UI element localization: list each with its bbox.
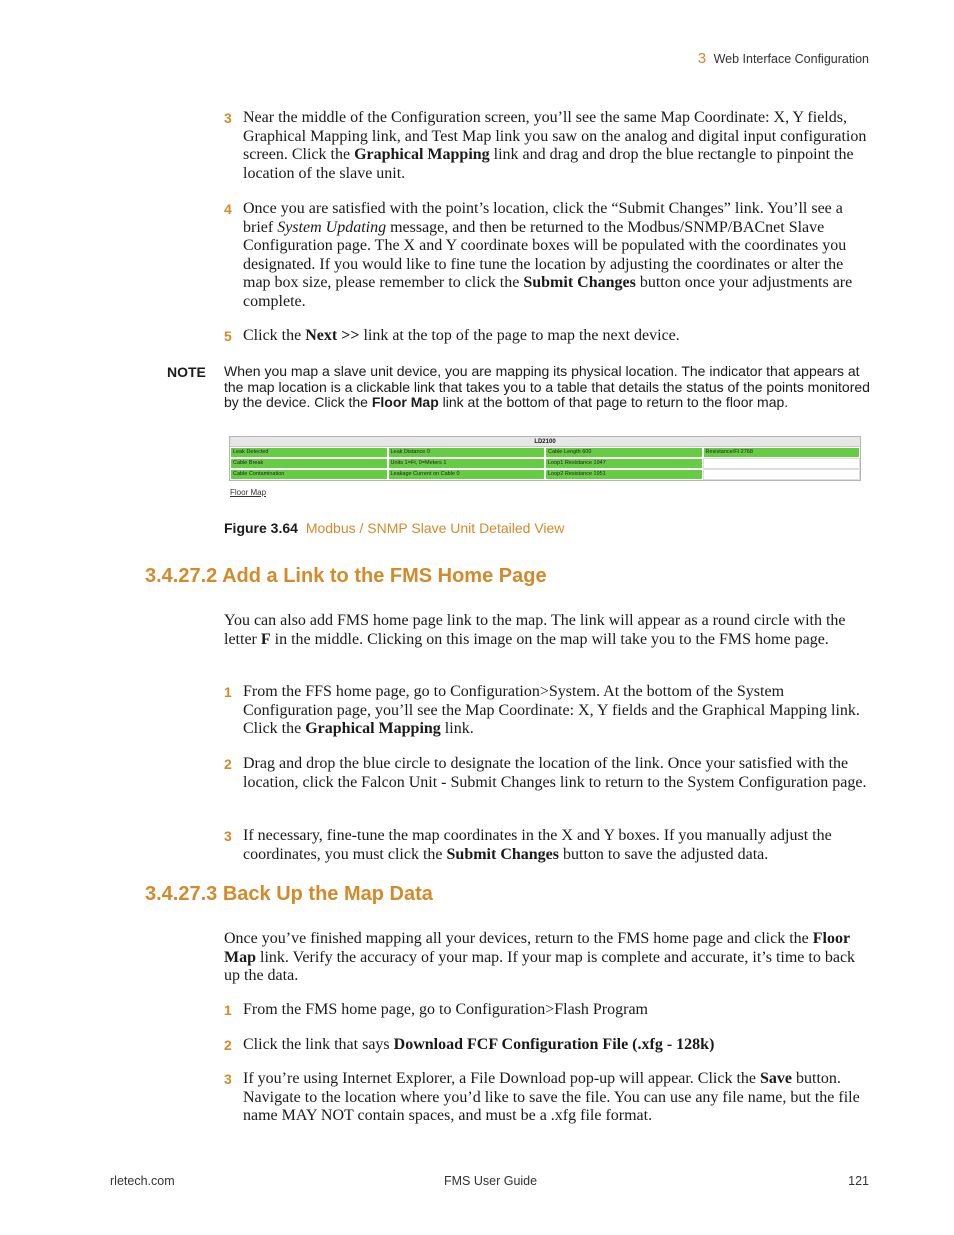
floor-map-term: Floor Map bbox=[371, 394, 439, 411]
table-cell-empty bbox=[703, 458, 861, 469]
table-row bbox=[230, 447, 860, 458]
step-item bbox=[224, 683, 869, 739]
step-item bbox=[224, 755, 869, 792]
section-intro: Once you’ve finished mapping all your devices, return to the FMS home page and click the Floor Map link. Verify the accuracy of your map. If your map is complete and accurate, it’s time to back up the data. bbox=[224, 930, 856, 985]
section-heading: 3.4.27.3 Back Up the Map Data bbox=[145, 883, 433, 905]
step-number: 5 bbox=[224, 328, 232, 344]
step-text: If you’re using Internet Explorer, a File Download pop-up will appear. Click the Save button. Navigate to the location where you’d like to save the file. You can use any file name, but the file name MAY NOT contain spaces, and must be a .xfg file format. bbox=[243, 1070, 860, 1125]
table-cell-empty bbox=[703, 469, 861, 480]
table-cell: Cable Length 600 bbox=[545, 447, 703, 458]
step-number: 4 bbox=[224, 201, 232, 217]
step-text: If necessary, fine-tune the map coordinates in the X and Y boxes. If you manually adjust the coordinates, you must click the Submit Changes button to save the adjusted data. bbox=[243, 827, 832, 863]
step-text: From the FFS home page, go to Configuration>System. At the bottom of the System Configuration page, you’ll see the Map Coordinate: X, Y fields and the Graphical Mapping link. Click the Graphical Mapping link. bbox=[243, 683, 860, 738]
graphical-mapping-term: Graphical Mapping bbox=[305, 720, 441, 738]
step-text: Near the middle of the Configuration screen, you’ll see the same Map Coordinate: X, Y fields, Graphical Mapping link, and Test Map link you saw on the analog and digital input configuration screen. Click the Graphical Mapping link and drag and drop the blue rectangle to pinpoint the location of the slave unit. bbox=[243, 109, 867, 182]
chapter-number: 3 bbox=[697, 50, 707, 67]
step-text: Click the Next >> link at the top of the page to map the next device. bbox=[243, 327, 680, 344]
step-item bbox=[224, 1070, 869, 1126]
graphical-mapping-term: Graphical Mapping bbox=[354, 146, 490, 164]
letter-f-term: F bbox=[260, 630, 271, 648]
slave-unit-status-table bbox=[229, 436, 861, 481]
step-number: 3 bbox=[224, 110, 232, 126]
download-fcf-term: Download FCF Configuration File (.xfg - 128k) bbox=[393, 1036, 715, 1053]
step-text: Drag and drop the blue circle to designate the location of the link. Once your satisfied with the location, click the Falcon Unit - Submit Changes link to return to the System Configuration page. bbox=[243, 755, 867, 791]
table-cell: Units 1=Ft, 0=Meters 1 bbox=[388, 458, 546, 469]
submit-changes-term: Submit Changes bbox=[523, 274, 636, 292]
table-row bbox=[230, 458, 860, 469]
step-number: 3 bbox=[224, 828, 232, 844]
step-item bbox=[224, 827, 869, 864]
table-cell: Resistance/Ft 2768 bbox=[703, 447, 861, 458]
step-item bbox=[224, 1001, 869, 1020]
system-updating-term: System Updating bbox=[277, 218, 387, 236]
table-cell: Cable Contamination bbox=[230, 469, 388, 480]
table-cell: Leak Distance 0 bbox=[388, 447, 546, 458]
table-cell: Loop2 Resistance 1951 bbox=[545, 469, 703, 480]
figure-caption bbox=[224, 520, 564, 536]
step-item bbox=[224, 1036, 869, 1055]
save-term: Save bbox=[760, 1070, 792, 1087]
footer-title: FMS User Guide bbox=[444, 1174, 538, 1188]
step-text: From the FMS home page, go to Configuration>Flash Program bbox=[243, 1001, 648, 1018]
floor-map-term: Floor Map bbox=[224, 930, 850, 966]
step-text: Once you are satisfied with the point’s location, click the “Submit Changes” link. You’ll see a brief System Updating message, and then be returned to the Modbus/SNMP/BACnet Slave Configuration page. The X and Y coordinate boxes will be populated with the coordinates you designated. If you would like to fine tune the location by adjusting the coordinates or alter the map box size, please remember to click the Submit Changes button once your adjustments are complete. bbox=[243, 200, 853, 310]
table-cell: Cable Break bbox=[230, 458, 388, 469]
submit-changes-term: Submit Changes bbox=[446, 845, 559, 863]
step-item bbox=[224, 200, 869, 312]
running-header bbox=[698, 50, 869, 67]
step-number: 1 bbox=[224, 684, 232, 700]
step-number: 2 bbox=[224, 1037, 232, 1053]
table-cell: Loop1 Resistance 1947 bbox=[545, 458, 703, 469]
next-term: Next >> bbox=[305, 327, 360, 344]
footer-site: rletech.com bbox=[110, 1174, 175, 1188]
note-text: When you map a slave unit device, you are mapping its physical location. The indicator that appears at the map location is a clickable link that takes you to a table that details the status of the points monitored by the device. Click the Floor Map link at the bottom of that page to return to the floor map. bbox=[224, 363, 870, 411]
table-title: LD2100 bbox=[230, 437, 860, 447]
section-heading: 3.4.27.2 Add a Link to the FMS Home Page bbox=[145, 565, 547, 587]
table-row bbox=[230, 469, 860, 480]
step-number: 2 bbox=[224, 756, 232, 772]
step-item bbox=[224, 327, 869, 346]
step-text: Click the link that says Download FCF Configuration File (.xfg - 128k) bbox=[243, 1036, 715, 1053]
table-cell: Leak Detected bbox=[230, 447, 388, 458]
note-label: NOTE bbox=[167, 364, 206, 380]
note-block bbox=[167, 364, 872, 411]
floor-map-link[interactable]: Floor Map bbox=[230, 488, 267, 497]
chapter-title: Web Interface Configuration bbox=[713, 52, 869, 66]
page-number: 121 bbox=[848, 1174, 869, 1188]
table-cell: Leakage Current on Cable 0 bbox=[388, 469, 546, 480]
figure-number: Figure 3.64 bbox=[224, 520, 298, 536]
step-item bbox=[224, 109, 869, 183]
step-number: 3 bbox=[224, 1071, 232, 1087]
step-number: 1 bbox=[224, 1002, 232, 1018]
figure-title: Modbus / SNMP Slave Unit Detailed View bbox=[305, 520, 565, 536]
section-intro: You can also add FMS home page link to the map. The link will appear as a round circle with the letter F in the middle. Clicking on this image on the map will take you to the FMS home page. bbox=[224, 612, 846, 648]
